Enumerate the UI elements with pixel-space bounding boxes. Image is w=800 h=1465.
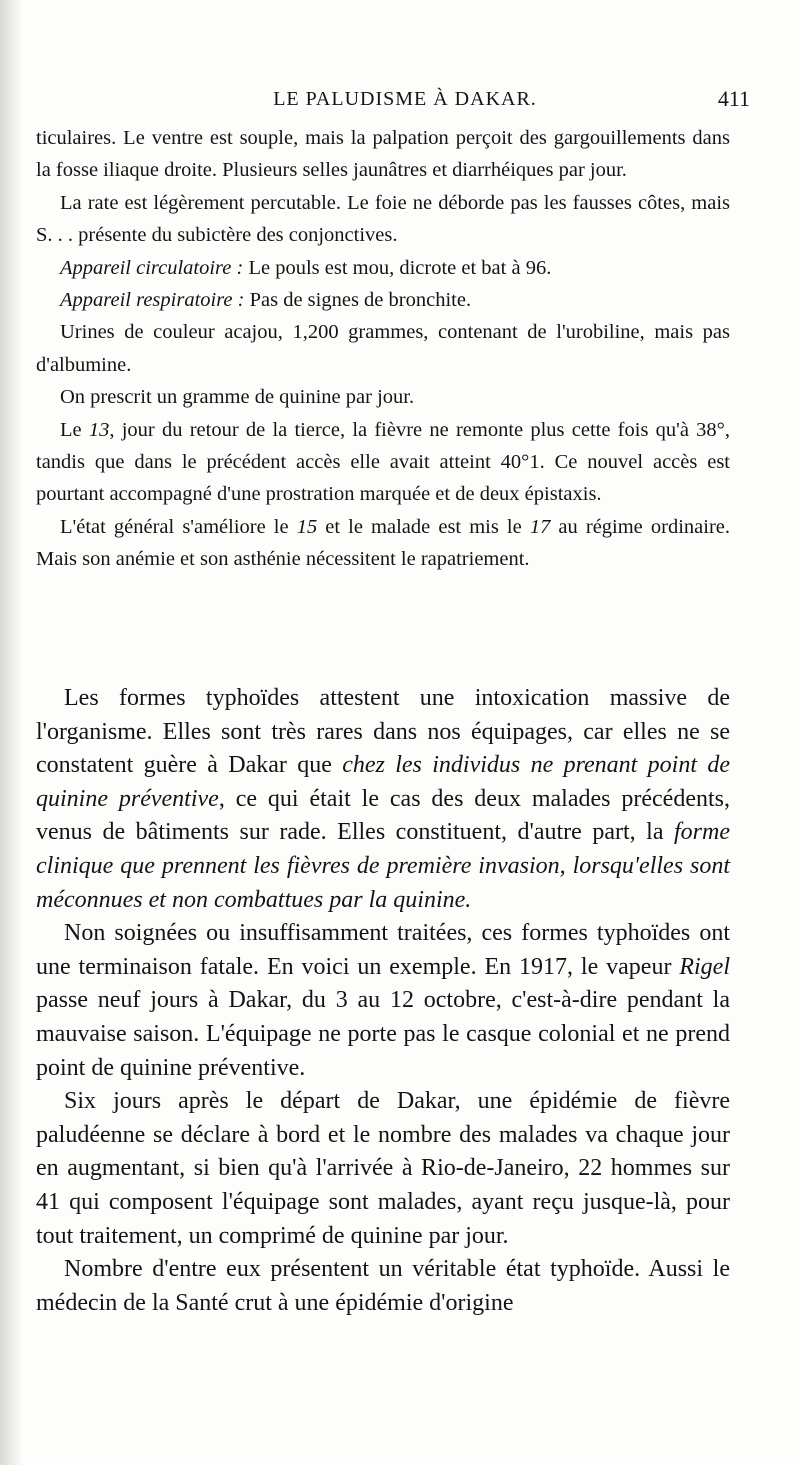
- paragraph: Nombre d'entre eux présentent un véritable état typhoïde. Aussi le médecin de la Santé crut à une épidémie d'origine: [36, 1256, 730, 1316]
- paragraph: [36, 252, 730, 284]
- running-head-title: LE PALUDISME À DAKAR.: [273, 88, 537, 110]
- page-number: 411: [717, 86, 750, 111]
- paragraph: Urines de couleur acajou, 1,200 grammes, contenant de l'urobiline, mais pas d'albumine.: [36, 321, 730, 376]
- main-text: [36, 682, 730, 1320]
- paragraph-text: au régime ordinaire. Mais son anémie et son asthénie nécessitent le rapatriement.: [36, 515, 730, 571]
- section-label: Appareil respiratoire :: [60, 289, 245, 312]
- paragraph: [36, 682, 730, 917]
- paragraph: ticulaires. Le ventre est souple, mais la palpation perçoit des gargouillements dans la fosse iliaque droite. Plusieurs selles jaunâtres et diarrhéiques par jour.: [36, 127, 730, 182]
- italic-phrase: chez les individus ne prenant point de quinine préventive: [36, 752, 731, 812]
- paragraph: Six jours après le départ de Dakar, une épidémie de fièvre paludéenne se déclare à bord et le nombre des malades va chaque jour en augmentant, si bien qu'à l'arrivée à Rio-de-Janeiro, 22 hommes sur 41 qui composent l'équipage sont malades, ayant reçu jusque-là, pour tout traitement, un comprimé de quinine par jour.: [36, 1088, 730, 1249]
- ship-name: Rigel: [679, 953, 730, 980]
- paragraph: [36, 414, 730, 511]
- paragraph: [36, 284, 730, 316]
- paragraph-text: Les formes typhoïdes attestent une intoxication massive de l'organisme. Elles sont très rares dans nos équipages, car elles ne se constatent guère à Dakar que: [36, 685, 730, 779]
- case-report-text: [36, 122, 730, 576]
- paragraph-text: et le malade est mis le: [317, 515, 530, 538]
- paragraph-text: Le pouls est mou, dicrote et bat à 96.: [243, 256, 552, 279]
- italic-phrase: forme clinique que prennent les fièvres de première invasion, lorsqu'elles sont méconnues et non combattues par la quinine.: [36, 819, 730, 913]
- day-number: 17: [529, 515, 551, 538]
- paragraph-text: Non soignées ou insuffisamment traitées, ces formes typhoïdes ont une terminaison fatale. En voici un exemple. En 1917, le vapeur: [36, 920, 730, 980]
- day-number: 13: [88, 418, 110, 441]
- paragraph-text: , jour du retour de la tierce, la fièvre ne remonte plus cette fois qu'à 38°, tandis que dans le précédent accès elle avait atteint 40°1. Ce nouvel accès est pourtant accompagné d'une prostration marquée et de deux épistaxis.: [36, 418, 730, 506]
- paragraph: La rate est légèrement percutable. Le foie ne déborde pas les fausses côtes, mais S. . . présente du subictère des conjonctives.: [36, 191, 730, 247]
- paragraph-text: , ce qui était le cas des deux malades précédents, venus de bâtiments sur rade. Elles constituent, d'autre part, la: [36, 785, 730, 846]
- page-edge-shadow: [0, 0, 22, 1465]
- paragraph-text: Pas de signes de bronchite.: [244, 289, 472, 312]
- section-label: Appareil circulatoire :: [60, 256, 244, 279]
- paragraph-text: L'état général s'améliore le: [60, 515, 297, 538]
- paragraph-text: passe neuf jours à Dakar, du 3 au 12 octobre, c'est-à-dire pendant la mauvaise saison. L'équipage ne porte pas le casque colonial et ne prend point de quinine préventive.: [36, 987, 730, 1081]
- day-number: 15: [296, 515, 318, 538]
- paragraph: [36, 917, 730, 1085]
- paragraph: On prescrit un gramme de quinine par jour.: [60, 386, 415, 409]
- paragraph-text: Le: [60, 418, 89, 441]
- running-head: [60, 84, 750, 118]
- paragraph: [36, 511, 730, 576]
